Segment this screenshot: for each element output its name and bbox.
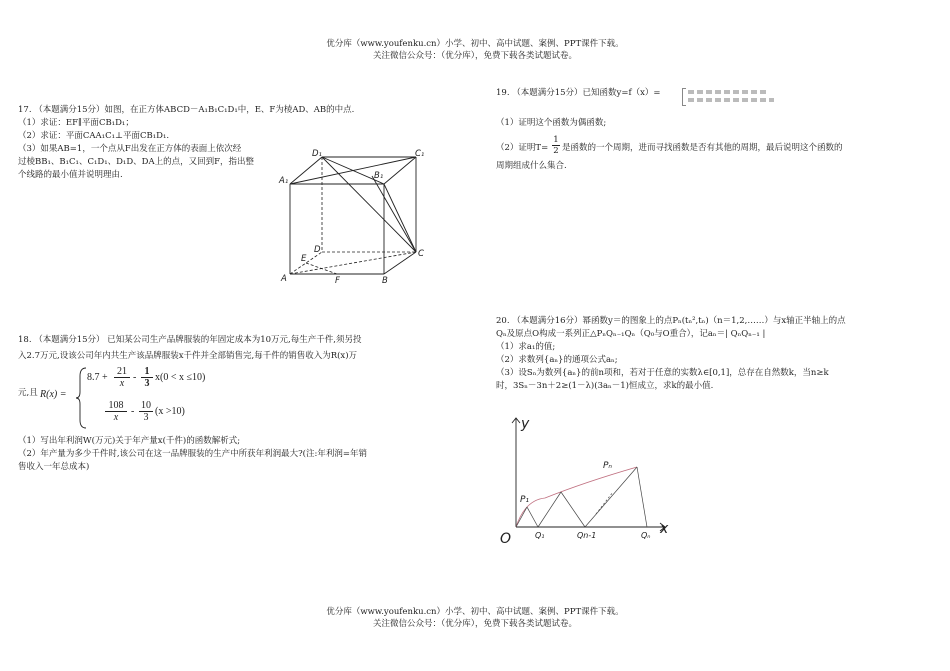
q18-case1-c: x(0 < x ≤10) — [155, 372, 206, 383]
graph-Q1-label: Q₁ — [535, 531, 545, 540]
label-B: B — [382, 276, 388, 286]
label-D1: D₁ — [312, 149, 322, 159]
q18-part2-line1: （2）年产量为多少千件时,该公司在这一品牌服装的生产中所获年利润最大?(注:年利润=年销 — [18, 449, 367, 459]
q18-case2-num2: 10 — [141, 400, 151, 411]
q19-frac-den: 2 — [553, 146, 559, 156]
q18-piecewise — [40, 366, 270, 430]
q19-part1: （1）证明这个函数为偶函数; — [496, 118, 607, 128]
q18-case1-den: x — [119, 378, 125, 389]
q18-line3: 元,且 — [18, 388, 38, 398]
graph-origin-label: O — [500, 531, 512, 547]
label-A: A — [281, 274, 287, 284]
q18-fname: R(x) = — [40, 389, 67, 400]
q18-parts — [18, 435, 367, 474]
label-E: E — [301, 254, 307, 264]
q20-graph — [495, 410, 685, 560]
q17-part1: （1）求证：EF∥平面CB₁D₁； — [18, 118, 134, 128]
page-header-line1: 优分库（www.youfenku.cn）小学、初中、高中试题、案例、PPT课件下载。 — [326, 39, 624, 49]
q18-case2-num: 108 — [105, 400, 127, 412]
q19-part2-c: 周期组成什么集合. — [496, 161, 567, 171]
q17-part2: （2）求证：平面CAA₁C₁⊥平面CB₁D₁. — [18, 131, 170, 141]
q18-case1-b: - — [133, 372, 137, 383]
label-A1: A₁ — [279, 176, 289, 186]
q18-case2-den2: 3 — [143, 412, 149, 423]
label-C: C — [418, 249, 424, 259]
question-18 — [18, 334, 361, 363]
page-header-line2: 关注微信公众号：（优分库），免费下载各类试题试卷。 — [372, 51, 577, 61]
q20-line1: 20. （本题满分16分）幂函数y＝的图象上的点Pₙ(tₙ²,tₙ)（n＝1,2,……）与x轴正半轴上的点 — [496, 316, 846, 326]
graph-x-label: x — [660, 521, 669, 537]
question-20 — [496, 315, 846, 393]
q18-case1-num: 21 — [114, 366, 130, 378]
q18-line2: 入2.7万元,设该公司年内共生产该品牌服装x千件并全部销售完,每千件的销售收入为R(x)万 — [18, 351, 358, 361]
q19-part2-a: （2）证明T= — [496, 143, 549, 153]
graph-P1-label: P₁ — [520, 495, 530, 505]
q19-title: 19. （本题满分15分）已知函数y=f（x）= — [496, 88, 661, 98]
cube-figure — [280, 148, 430, 288]
label-C1: C₁ — [415, 149, 425, 159]
q20-part3-line2: 时，3Sₙ－3n＋2≥(1－λ)(3aₙ－1)恒成立，求k的最小值. — [496, 381, 714, 391]
q19-part2 — [496, 135, 916, 161]
q20-line2: Qₙ及原点O构成一系列正△PₙQₙ₋₁Qₙ（Q₀与O重合），记aₙ＝| QₙQₙ₋₁ | — [496, 329, 766, 339]
q20-part3-line1: （3）设Sₙ为数列{aₙ}的前n项和，若对于任意的实数λ∈[0,1]，总存在自然数k，当n≥k — [496, 368, 829, 378]
q17-part3-line3: 个线路的最小值并说明理由. — [18, 170, 123, 180]
q17-part3-line1: （3）如果AB=1，一个点从F出发在正方体的表面上依次经 — [18, 144, 242, 154]
page-footer-line1: 优分库（www.youfenku.cn）小学、初中、高中试题、案例、PPT课件下载。 — [326, 607, 624, 617]
q19-blurred-definition — [682, 86, 782, 106]
q18-case1-a: 8.7 + — [87, 372, 108, 383]
q19-part2-b: 是函数的一个周期，进而寻找函数是否有其他的周期，最后说明这个函数的 — [562, 143, 843, 153]
q18-case1-num2: 1 — [141, 366, 153, 378]
q19-frac-num: 1 — [553, 135, 559, 145]
graph-y-label: y — [521, 416, 530, 432]
q20-part1: （1）求a₁的值; — [496, 342, 556, 352]
q18-part2-line2: 售收入一年总成本) — [18, 462, 90, 472]
q18-line1: 18. （本题满分15分） 已知某公司生产品牌服装的年固定成本为10万元,每生产千件,须另投 — [18, 335, 362, 345]
page-footer-line2: 关注微信公众号：（优分库），免费下载各类试题试卷。 — [372, 619, 577, 629]
q18-case2-c: (x >10) — [155, 406, 185, 417]
graph-Qn-label: Qₙ — [641, 531, 651, 540]
graph-Pn-label: Pₙ — [603, 461, 613, 471]
q17-part3-line2: 过棱BB₁、B₁C₁、C₁D₁、D₁D、DA上的点，又回到F，指出整 — [18, 157, 254, 167]
label-D: D — [314, 245, 321, 255]
label-F: F — [335, 276, 340, 286]
q17-title: 17. （本题满分15分）如图，在正方体ABCD－A₁B₁C₁D₁中，E、F为棱AD、AB的中点. — [18, 105, 355, 115]
q18-case2-den: x — [113, 412, 119, 423]
q18-case1-den2: 3 — [144, 378, 150, 389]
q18-case2-b: - — [131, 406, 135, 417]
q20-part2: （2）求数列{aₙ}的通项公式aₙ; — [496, 355, 618, 365]
graph-Qn1-label: Qn-1 — [577, 531, 597, 540]
label-B1: B₁ — [374, 171, 384, 181]
q18-part1: （1）写出年利润W(万元)关于年产量x(千件)的函数解析式; — [18, 436, 241, 446]
